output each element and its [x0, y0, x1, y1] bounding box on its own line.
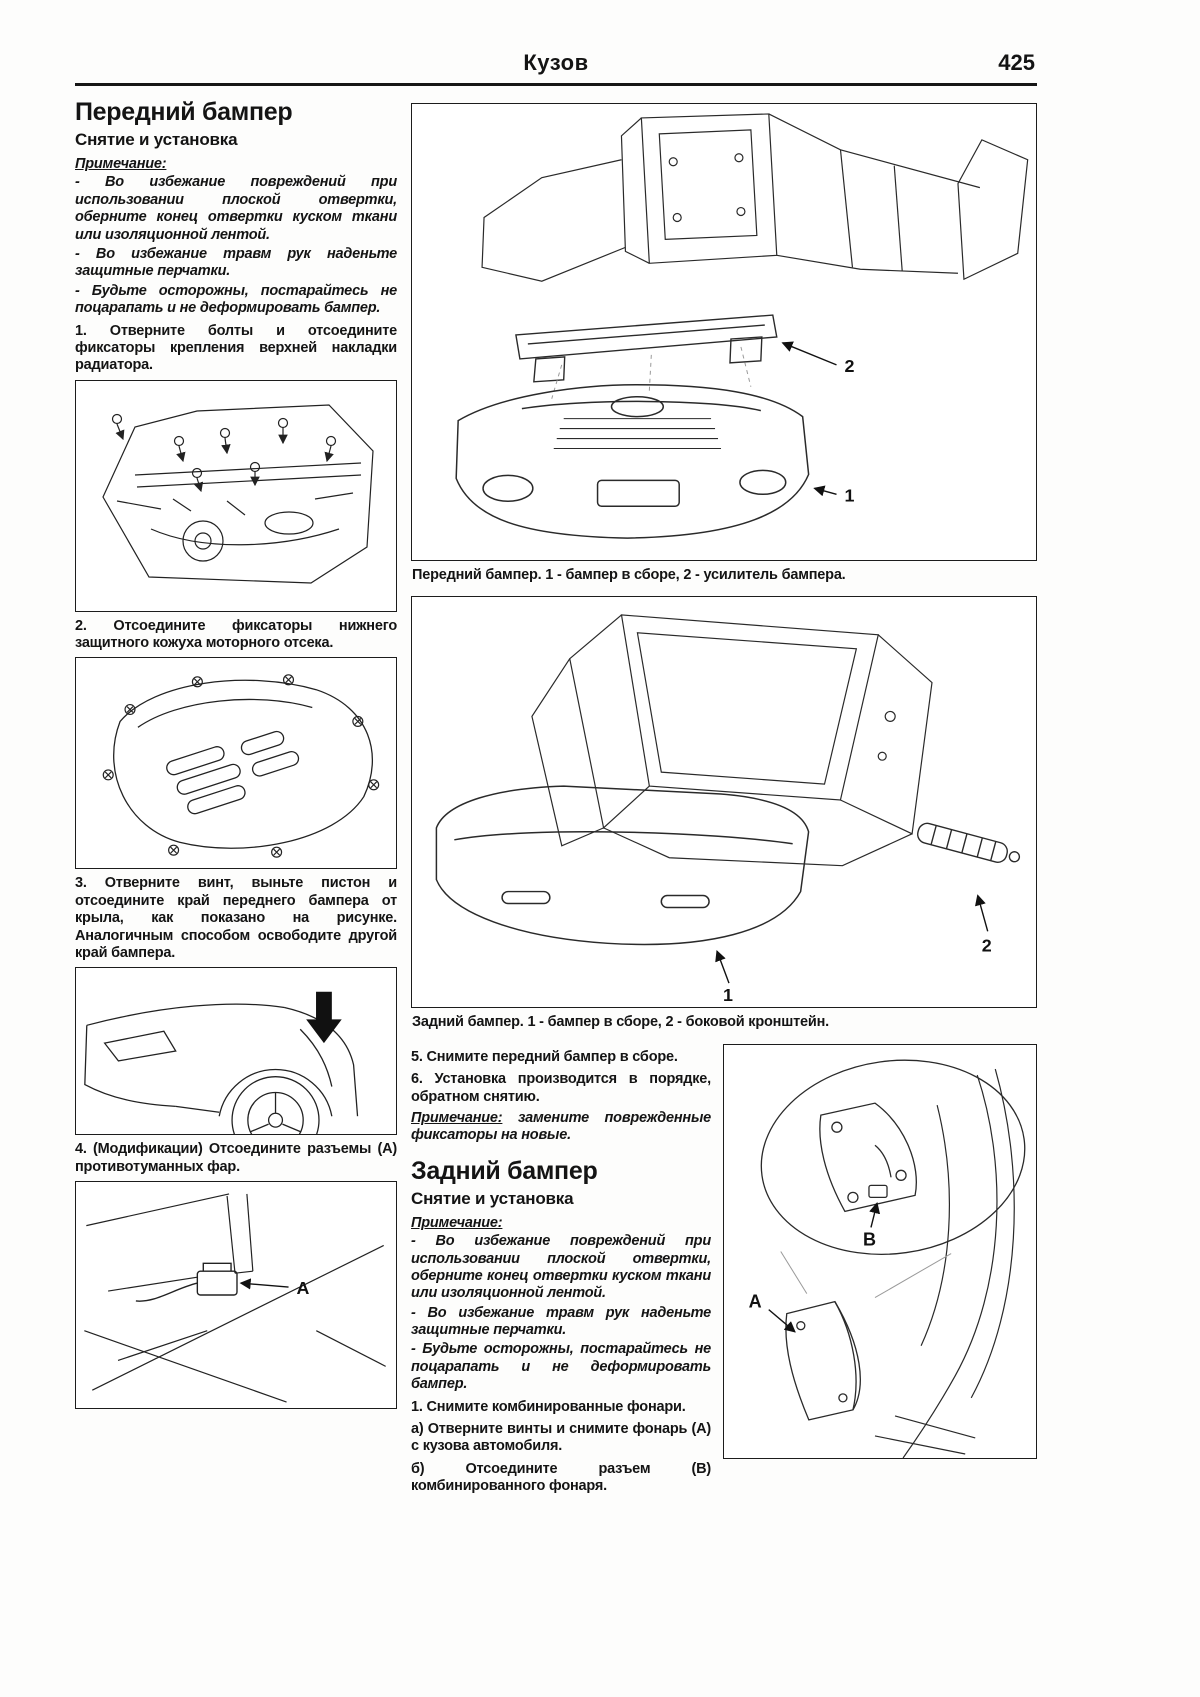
- label-1: 1: [723, 985, 733, 1006]
- left-column: [75, 98, 397, 1415]
- chapter-title: Кузов: [523, 50, 589, 75]
- step-4: 4. (Модификации) Отсоедините разъемы (А) противотуманных фар.: [75, 1141, 397, 1175]
- bottom-text-column: [411, 1044, 711, 1500]
- step-1: 1. Отверните болты и отсоедините фиксаторы крепления верхней накладки радиатора.: [75, 322, 397, 374]
- magnifier-ellipse: [749, 1045, 1036, 1271]
- figure-rear-bumper-assembly: [411, 596, 1037, 1008]
- page-number: 425: [998, 50, 1035, 75]
- figure-under-cover: [75, 657, 397, 869]
- section-title-rear-bumper: Задний бампер: [411, 1156, 598, 1185]
- subsection-removal-installation: Снятие и установка: [75, 130, 238, 149]
- note-label: Примечание:: [411, 1214, 503, 1231]
- label-2: 2: [844, 355, 855, 376]
- page-content: [75, 50, 1037, 1500]
- fog-connector-drawing: [76, 1182, 396, 1408]
- down-arrow-icon: [306, 992, 342, 1043]
- engine-bay-drawing: [76, 381, 396, 611]
- figure-tail-lamp: [723, 1044, 1037, 1459]
- right-column: [411, 98, 1037, 1500]
- figure-fender-corner: [75, 967, 397, 1135]
- note-item: - Будьте осторожны, постарайтесь не поцарапать и не деформировать бампер.: [75, 282, 397, 317]
- note-text: замените поврежденные фиксаторы на новые.: [411, 1109, 711, 1144]
- section-title-front-bumper: Передний бампер: [75, 98, 293, 126]
- note-item: - Во избежание травм рук наденьте защитные перчатки.: [75, 245, 397, 280]
- figure-fog-lamp-connector: [75, 1181, 397, 1409]
- label-a: A: [748, 1291, 762, 1312]
- step-2: 2. Отсоедините фиксаторы нижнего защитного кожуха моторного отсека.: [75, 617, 397, 652]
- rear-step-1a: а) Отверните винты и снимите фонарь (А) с кузова автомобиля.: [411, 1421, 711, 1455]
- note-item: - Во избежание повреждений при использовании плоской отвертки, оберните конец отвертки куском ткани или изоляционной лентой.: [411, 1233, 711, 1302]
- under-cover-drawing: [76, 658, 396, 868]
- front-bumper-exploded-drawing: [412, 104, 1036, 560]
- note-item: - Во избежание травм рук наденьте защитные перчатки.: [411, 1304, 711, 1339]
- note-item: - Будьте осторожны, постарайтесь не поцарапать и не деформировать бампер.: [411, 1341, 711, 1393]
- rear-step-1b: б) Отсоедините разъем (В) комбинированного фонаря.: [411, 1460, 711, 1495]
- step-6: 6. Установка производится в порядке, обратном снятию.: [411, 1071, 711, 1105]
- side-bracket-part: [916, 822, 1022, 868]
- tail-lamp-on-body: [786, 1301, 860, 1419]
- figure-caption-rear: Задний бампер. 1 - бампер в сборе, 2 - боковой кронштейн.: [412, 1014, 829, 1031]
- bumper-reinforcement: [516, 315, 777, 382]
- bolt-icons: [113, 414, 336, 491]
- page-header: [75, 50, 1037, 86]
- bottom-section: [411, 1044, 1037, 1500]
- front-bumper-part: [456, 385, 808, 538]
- step-5: 5. Снимите передний бампер в сборе.: [411, 1048, 678, 1065]
- subsection-removal-installation-rear: Снятие и установка: [411, 1188, 574, 1208]
- rear-bumper-exploded-drawing: [412, 597, 1036, 1007]
- figure-caption-front: Передний бампер. 1 - бампер в сборе, 2 - усилитель бампера.: [412, 567, 846, 583]
- label-1: 1: [844, 485, 855, 506]
- note-item: - Во избежание повреждений при использовании плоской отвертки, оберните конец отвертки куском ткани или изоляционной лентой.: [75, 174, 397, 243]
- tail-lamp-detail: [820, 1103, 916, 1211]
- label-a: A: [296, 1278, 310, 1299]
- label-2: 2: [981, 935, 992, 956]
- note-label: Примечание:: [75, 156, 167, 172]
- tail-lamp-drawing: [724, 1045, 1036, 1458]
- rear-step-1: 1. Снимите комбинированные фонари.: [411, 1398, 686, 1415]
- final-note: [411, 1110, 711, 1145]
- fog-lamp-connector: [136, 1263, 237, 1301]
- rear-body-structure: [532, 615, 932, 866]
- figure-engine-bay-bolts: [75, 380, 397, 612]
- label-b: B: [862, 1229, 876, 1250]
- fender-drawing: [76, 968, 396, 1134]
- rear-quarter-contours: [875, 1069, 1014, 1458]
- note-label: Примечание:: [411, 1109, 503, 1126]
- figure-front-bumper-assembly: [411, 103, 1037, 561]
- body-structure: [482, 114, 1028, 281]
- two-column-layout: [75, 98, 1037, 1500]
- step-3: 3. Отверните винт, выньте пистон и отсоедините край переднего бампера от крыла, как показано на рисунке. Аналогичным способом освободите другой край бампера.: [75, 875, 397, 962]
